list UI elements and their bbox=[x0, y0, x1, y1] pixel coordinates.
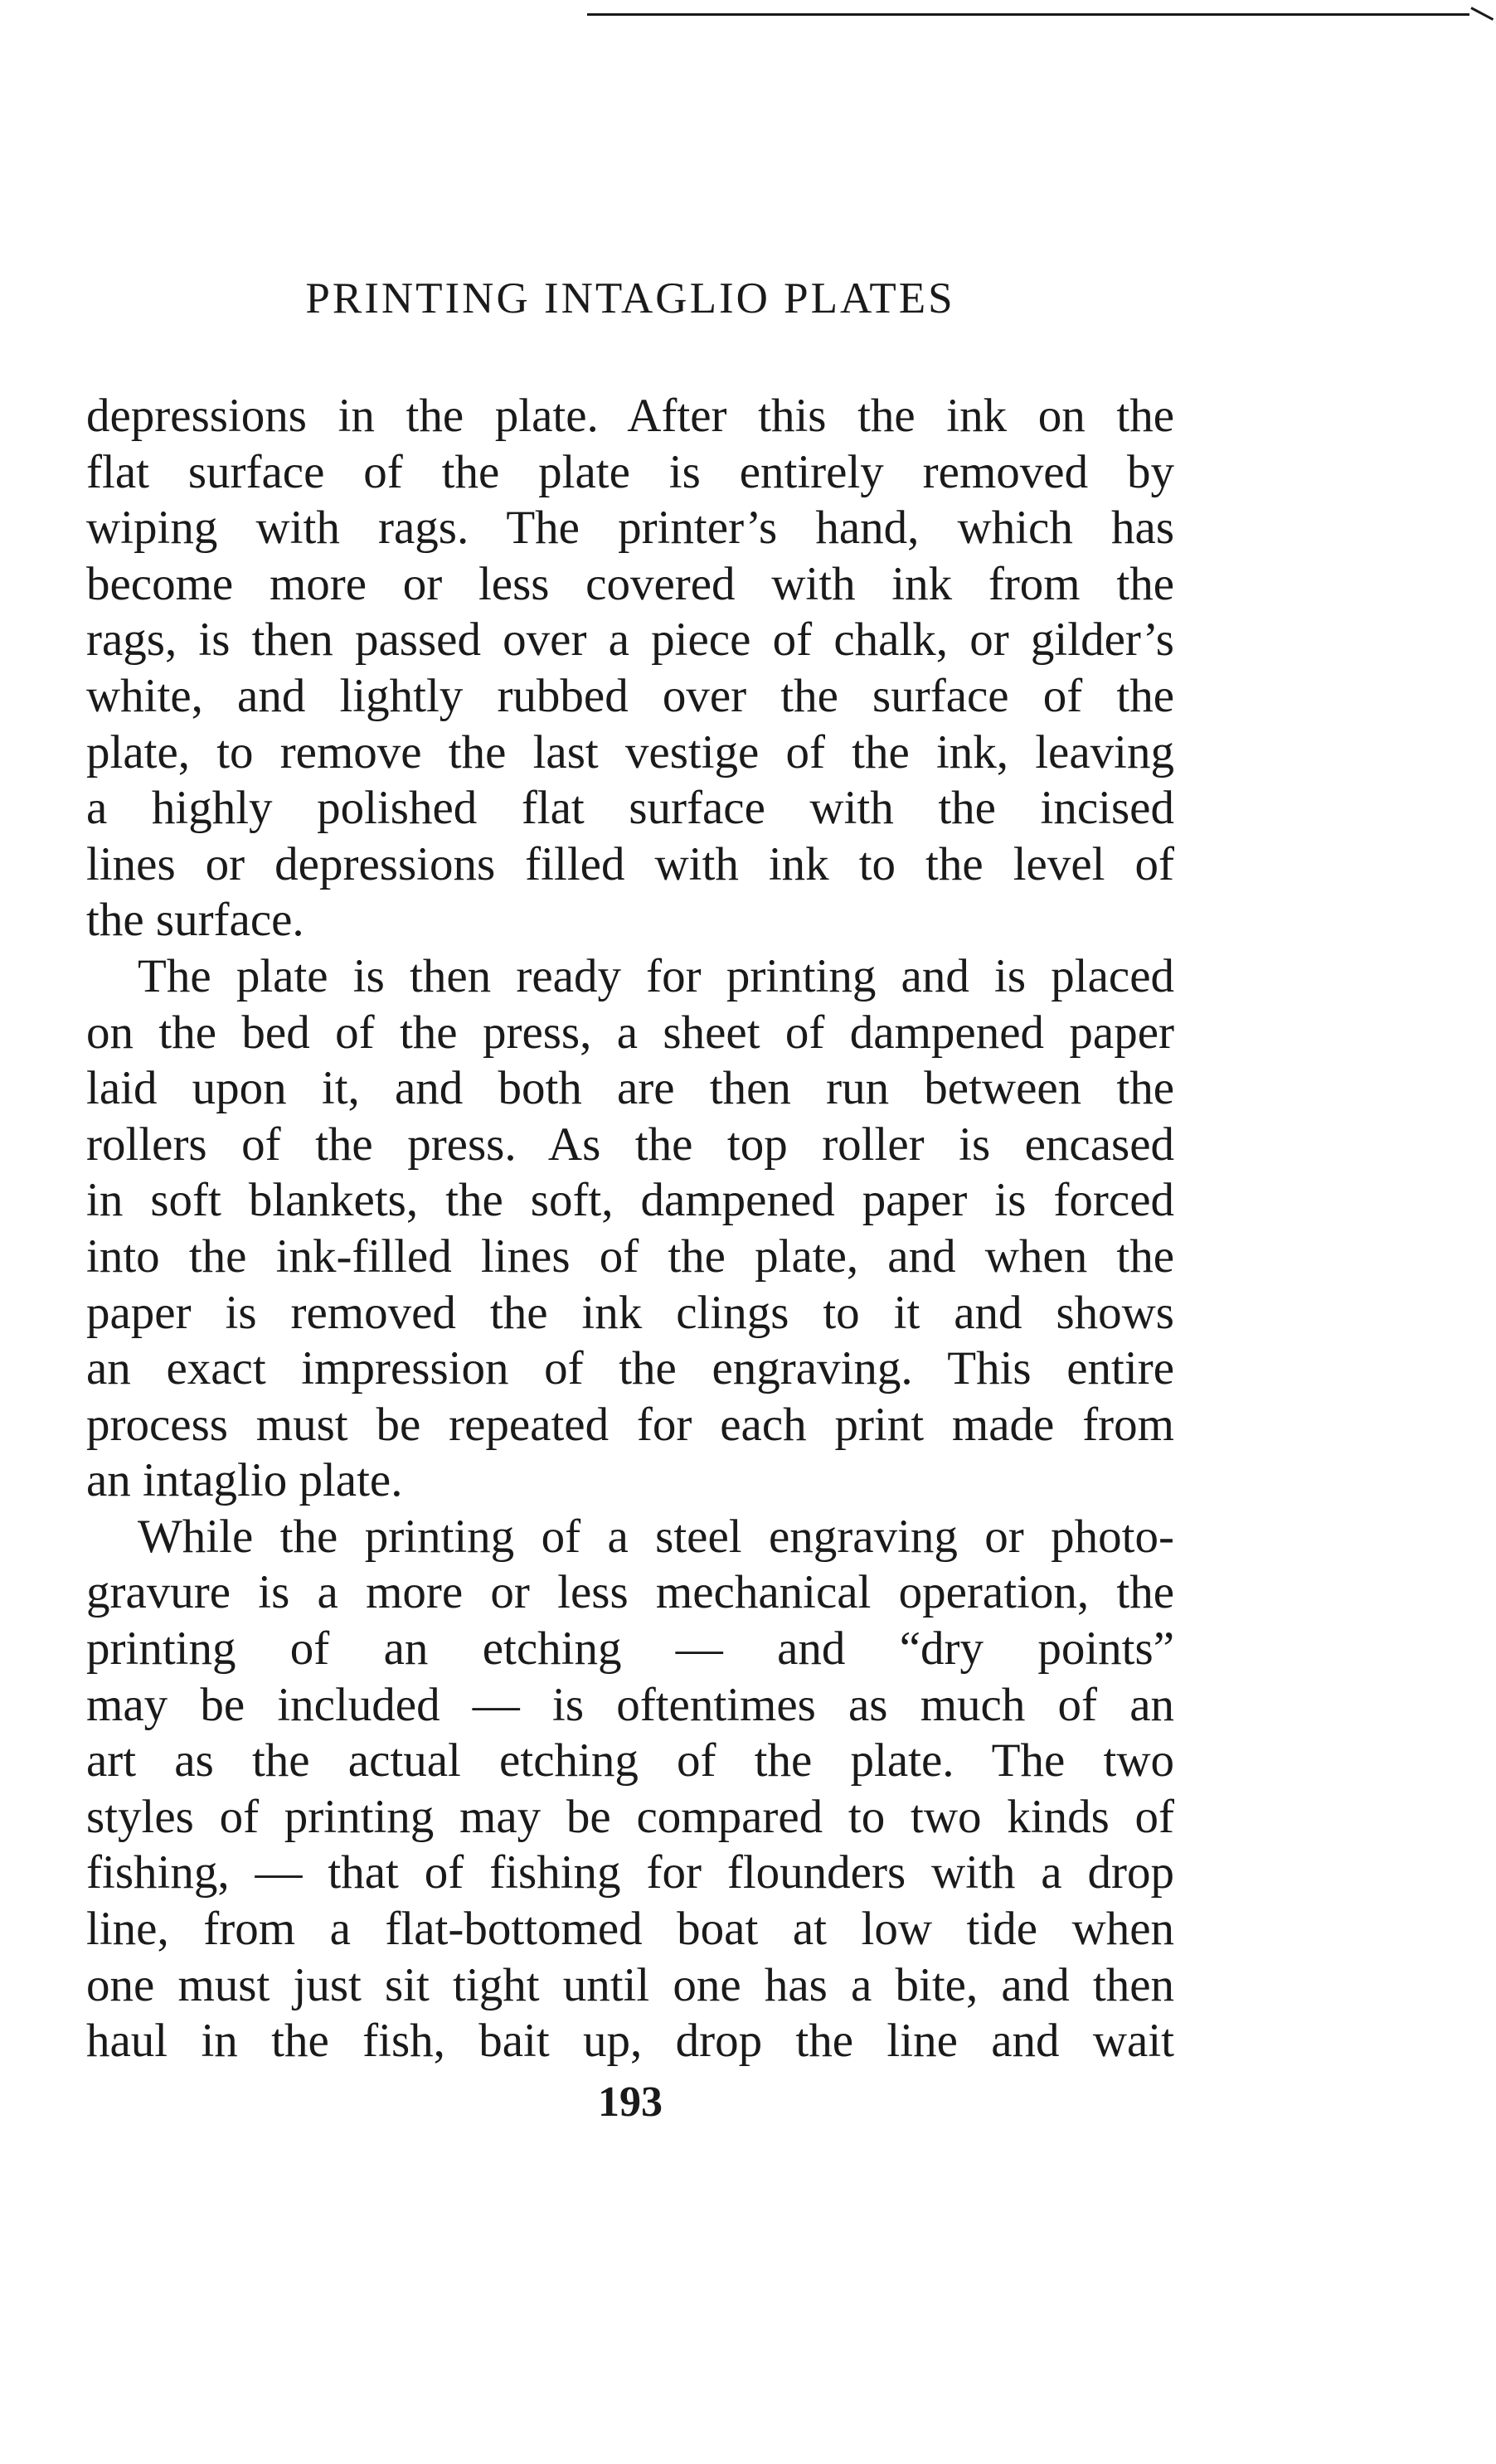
text-line: a highly polished flat surface with the incised bbox=[86, 782, 1174, 835]
text-line: line, from a flat-bottomed boat at low tide when bbox=[86, 1903, 1174, 1956]
text-line: may be included — is oftentimes as much of an bbox=[86, 1678, 1174, 1731]
text-line: haul in the fish, bait up, drop the line and wait bbox=[86, 2015, 1174, 2068]
text-line: While the printing of a steel engraving or photo- bbox=[138, 1510, 1174, 1563]
text-line: flat surface of the plate is entirely removed by bbox=[86, 445, 1174, 498]
text-line: rollers of the press. As the top roller is encased bbox=[86, 1118, 1174, 1171]
text-line: an intaglio plate. bbox=[86, 1454, 403, 1507]
paragraph-3 bbox=[86, 1509, 1174, 2069]
text-line: white, and lightly rubbed over the surface of the bbox=[86, 669, 1174, 722]
text-line: into the ink-filled lines of the plate, and when the bbox=[86, 1230, 1174, 1283]
body-text bbox=[86, 388, 1174, 2069]
text-line: gravure is a more or less mechanical operation, the bbox=[86, 1566, 1174, 1619]
text-line: fishing, — that of fishing for flounders with a drop bbox=[86, 1846, 1174, 1899]
text-line: laid upon it, and both are then run between the bbox=[86, 1062, 1174, 1115]
paragraph-1 bbox=[86, 388, 1174, 948]
text-line: styles of printing may be compared to two kinds of bbox=[86, 1790, 1174, 1843]
text-line: process must be repeated for each print made from bbox=[86, 1398, 1174, 1451]
text-line: an exact impression of the engraving. This entire bbox=[86, 1342, 1174, 1395]
text-line: plate, to remove the last vestige of the ink, leaving bbox=[86, 725, 1174, 778]
text-line: paper is removed the ink clings to it and shows bbox=[86, 1286, 1174, 1339]
text-line: rags, is then passed over a piece of chalk, or gilder’s bbox=[86, 614, 1174, 667]
page-number: 193 bbox=[598, 2078, 663, 2126]
text-line: art as the actual etching of the plate. The two bbox=[86, 1734, 1174, 1787]
text-line: the surface. bbox=[86, 894, 304, 947]
text-line: printing of an etching — and “dry points” bbox=[86, 1622, 1174, 1676]
top-rule-tick bbox=[1470, 7, 1494, 21]
top-rule bbox=[587, 13, 1469, 16]
paragraph-2 bbox=[86, 948, 1174, 1509]
text-line: in soft blankets, the soft, dampened paper is forced bbox=[86, 1174, 1174, 1227]
text-line: depressions in the plate. After this the ink on the bbox=[86, 390, 1174, 442]
text-line: become more or less covered with ink from the bbox=[86, 557, 1174, 610]
text-line: The plate is then ready for printing and is placed bbox=[138, 949, 1174, 1002]
text-line: on the bed of the press, a sheet of dampened paper bbox=[86, 1006, 1174, 1059]
text-line: lines or depressions filled with ink to the level of bbox=[86, 837, 1174, 890]
text-line: wiping with rags. The printer’s hand, which has bbox=[86, 502, 1174, 555]
text-line: one must just sit tight until one has a bite, and then bbox=[86, 1958, 1174, 2011]
running-head: PRINTING INTAGLIO PLATES bbox=[305, 274, 955, 323]
